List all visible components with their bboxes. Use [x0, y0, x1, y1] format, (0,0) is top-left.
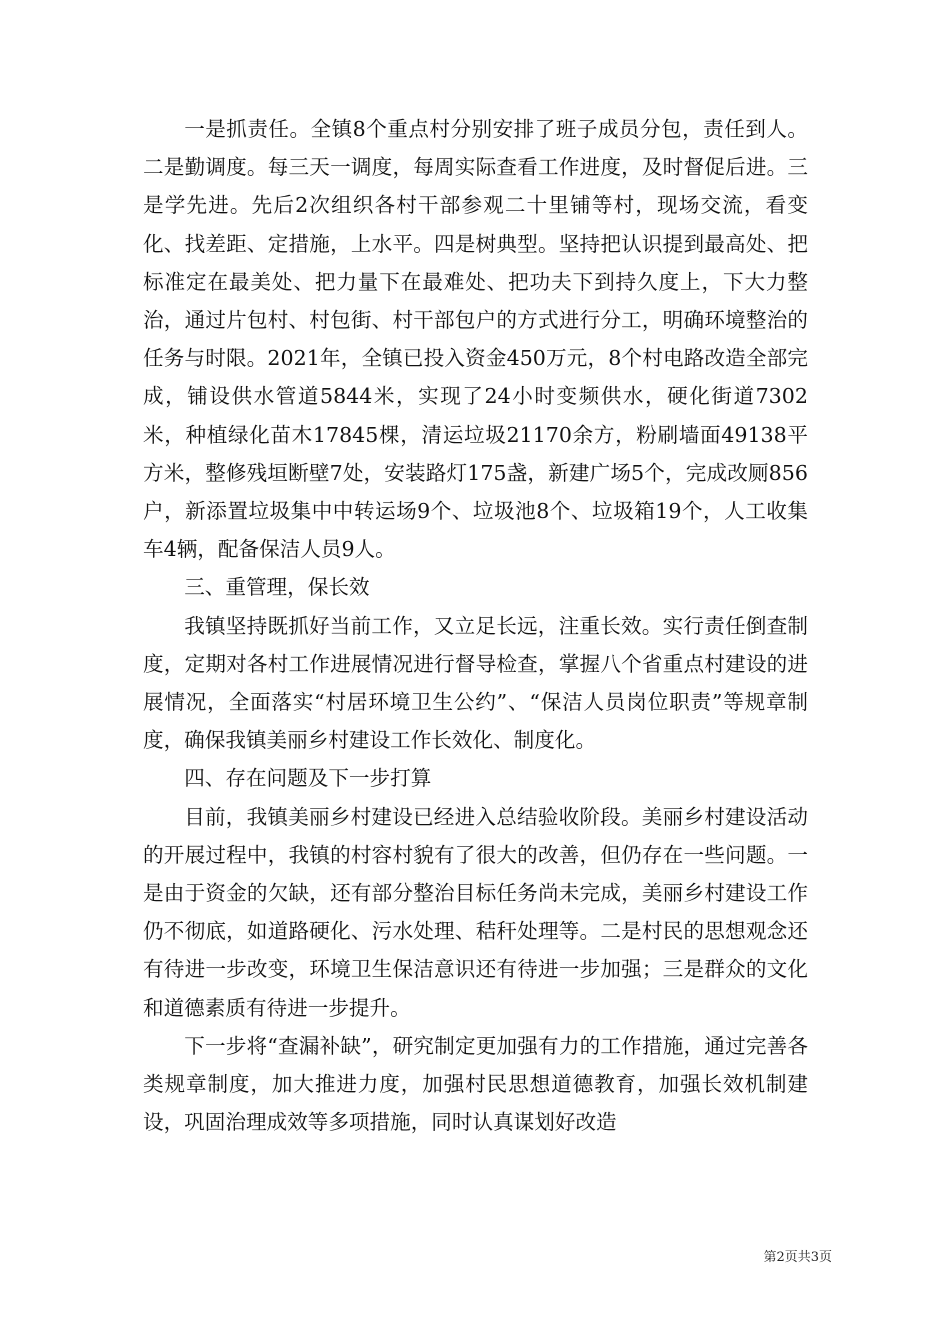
- paragraph-responsibility: 一是抓责任。全镇8个重点村分别安排了班子成员分包，责任到人。二是勤调度。每三天一调度，每周实际查看工作进度，及时督促后进。三是学先进。先后2次组织各村干部参观二十里铺等村，现场交流，看变化、找差距、定措施，上水平。四是树典型。坚持把认识提到最高处、把标准定在最美处、把力量下在最难处、把功夫下到持久度上，下大力整治，通过片包村、村包街、村干部包户的方式进行分工，明确环境整治的任务与时限。2021年，全镇已投入资金450万元，8个村电路改造全部完成，铺设供水管道5844米，实现了24小时变频供水，硬化街道7302米，种植绿化苗木17845棵，清运垃圾21170余方，粉刷墙面49138平方米，整修残垣断壁7处，安装路灯175盏，新建广场5个，完成改厕856户，新添置垃圾集中中转运场9个、垃圾池8个、垃圾箱19个，人工收集车4辆，配备保洁人员9人。: [143, 117, 808, 562]
- paragraph-management: 我镇坚持既抓好当前工作，又立足长远，注重长效。实行责任倒查制度，定期对各村工作进展情况进行督导检查，掌握八个省重点村建设的进展情况，全面落实“村居环境卫生公约”、“保洁人员岗位职责”等规章制度，确保我镇美丽乡村建设工作长效化、制度化。: [143, 613, 808, 753]
- paragraph-next-steps: 下一步将“查漏补缺”，研究制定更加强有力的工作措施，通过完善各类规章制度，加大推进力度，加强村民思想道德教育，加强长效机制建设，巩固治理成效等多项措施，同时认真谋划好改造: [143, 1033, 808, 1135]
- page-number-footer: 第2页共3页: [763, 1250, 832, 1265]
- heading-management: 三、重管理，保长效: [184, 575, 370, 600]
- heading-problems: 四、存在问题及下一步打算: [184, 766, 432, 791]
- document-body: [143, 110, 808, 1141]
- paragraph-problems: 目前，我镇美丽乡村建设已经进入总结验收阶段。美丽乡村建设活动的开展过程中，我镇的村容村貌有了很大的改善，但仍存在一些问题。一是由于资金的欠缺，还有部分整治目标任务尚未完成，美丽乡村建设工作仍不彻底，如道路硬化、污水处理、秸秆处理等。二是村民的思想观念还有待进一步改变，环境卫生保洁意识还有待进一步加强；三是群众的文化和道德素质有待进一步提升。: [143, 804, 808, 1020]
